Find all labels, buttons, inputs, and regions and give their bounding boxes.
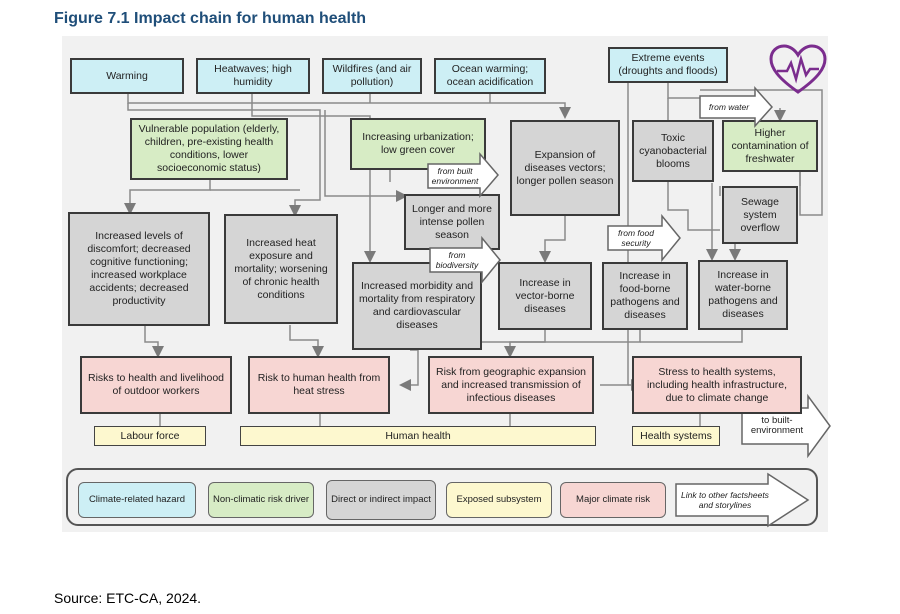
legend-hazard: Climate-related hazard <box>78 482 196 518</box>
driver-urbanization: Increasing urbanization; low green cover <box>350 118 486 170</box>
impact-water-borne: Increase in water-borne pathogens and diseases <box>698 260 788 330</box>
impact-vector-borne: Increase in vector-borne diseases <box>498 262 592 330</box>
impact-freshwater-contamination: Higher contamination of freshwater <box>722 120 818 172</box>
link-label-from-built: from built environment <box>431 166 479 186</box>
link-label-to-built: to built-environment <box>750 415 804 436</box>
impact-pollen-season: Longer and more intense pollen season <box>404 194 500 250</box>
impact-toxic-blooms: Toxic cyanobacterial blooms <box>632 120 714 182</box>
risk-heat-stress: Risk to human health from heat stress <box>248 356 390 414</box>
impact-discomfort: Increased levels of discomfort; decreased cognitive functioning; increased workplace accidents; decreased productivity <box>68 212 210 326</box>
risk-infectious-diseases: Risk from geographic expansion and increased transmission of infectious diseases <box>428 356 594 414</box>
legend-subsystem: Exposed subsystem <box>446 482 552 518</box>
legend-link: Link to other factsheets and storylines <box>681 490 769 510</box>
impact-heat-exposure: Increased heat exposure and mortality; worsening of chronic health conditions <box>224 214 338 324</box>
legend-driver: Non-climatic risk driver <box>208 482 314 518</box>
subsystem-labour-force: Labour force <box>94 426 206 446</box>
legend-impact: Direct or indirect impact <box>326 480 436 520</box>
impact-respiratory: Increased morbidity and mortality from respiratory and cardiovascular diseases <box>352 262 482 350</box>
link-label-from-water: from water <box>708 102 750 112</box>
risk-health-systems: Stress to health systems, including health infrastructure, due to climate change <box>632 356 802 414</box>
impact-food-borne: Increase in food-borne pathogens and diseases <box>602 262 688 330</box>
risk-outdoor-workers: Risks to health and livelihood of outdoor workers <box>80 356 232 414</box>
link-label-from-food: from food security <box>618 228 654 248</box>
source-note: Source: ETC-CA, 2024. <box>54 590 202 606</box>
hazard-wildfires: Wildfires (and air pollution) <box>322 58 422 94</box>
legend-risk: Major climate risk <box>560 482 666 518</box>
impact-sewage-overflow: Sewage system overflow <box>722 186 798 244</box>
hazard-ocean: Ocean warming; ocean acidification <box>434 58 546 94</box>
hazard-warming: Warming <box>70 58 184 94</box>
hazard-heatwaves: Heatwaves; high humidity <box>196 58 310 94</box>
driver-vulnerable-population: Vulnerable population (elderly, children, pre-existing health conditions, lower socioeconomic status) <box>130 118 288 180</box>
hazard-extreme-events: Extreme events (droughts and floods) <box>608 47 728 83</box>
subsystem-health-systems: Health systems <box>632 426 720 446</box>
impact-disease-vectors: Expansion of diseases vectors; longer pollen season <box>510 120 620 216</box>
link-label-from-biodiversity: from biodiversity <box>435 250 479 270</box>
figure-title: Figure 7.1 Impact chain for human health <box>54 10 367 27</box>
subsystem-human-health: Human health <box>240 426 596 446</box>
